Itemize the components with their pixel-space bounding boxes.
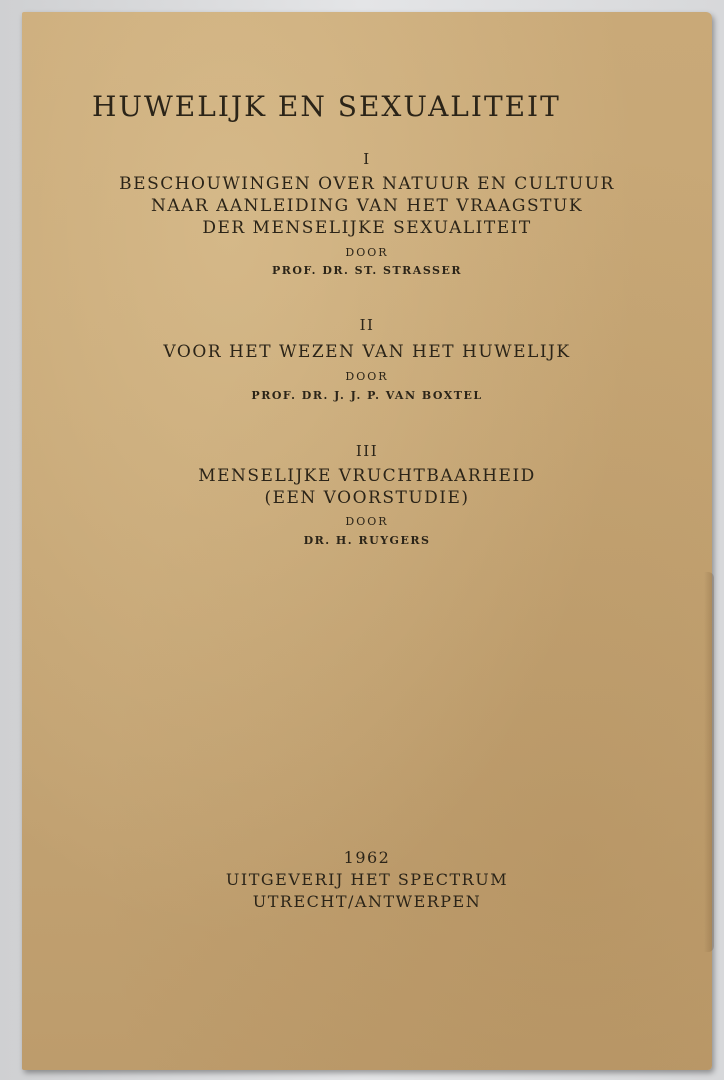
section-1-numeral: I: [363, 150, 371, 168]
section-3-author: DR. H. RUYGERS: [303, 534, 431, 547]
section-1-door: DOOR: [345, 246, 389, 259]
section-1-line-3: DER MENSELIJKE SEXUALITEIT: [202, 218, 532, 238]
section-2-door: DOOR: [345, 370, 389, 383]
book-cover: [22, 12, 712, 1070]
section-3-line-1: MENSELIJKE VRUCHTBAARHEID: [198, 466, 536, 486]
imprint-place: UTRECHT/ANTWERPEN: [252, 892, 482, 911]
section-3-door: DOOR: [345, 515, 389, 528]
section-2-numeral: II: [359, 316, 375, 334]
section-1-line-1: BESCHOUWINGEN OVER NATUUR EN CULTUUR: [119, 174, 615, 194]
section-2-line-1: VOOR HET WEZEN VAN HET HUWELIJK: [163, 342, 571, 362]
section-2-author: PROF. DR. J. J. P. VAN BOXTEL: [251, 389, 483, 402]
section-1-author: PROF. DR. ST. STRASSER: [271, 264, 463, 277]
imprint-year: 1962: [343, 848, 391, 867]
section-1-line-2: NAAR AANLEIDING VAN HET VRAAGSTUK: [150, 196, 584, 216]
section-3-numeral: III: [355, 442, 379, 460]
section-3-line-2: (EEN VOORSTUDIE): [264, 488, 470, 508]
book-title: HUWELIJK EN SEXUALITEIT: [92, 90, 561, 123]
imprint-publisher: UITGEVERIJ HET SPECTRUM: [225, 870, 509, 889]
